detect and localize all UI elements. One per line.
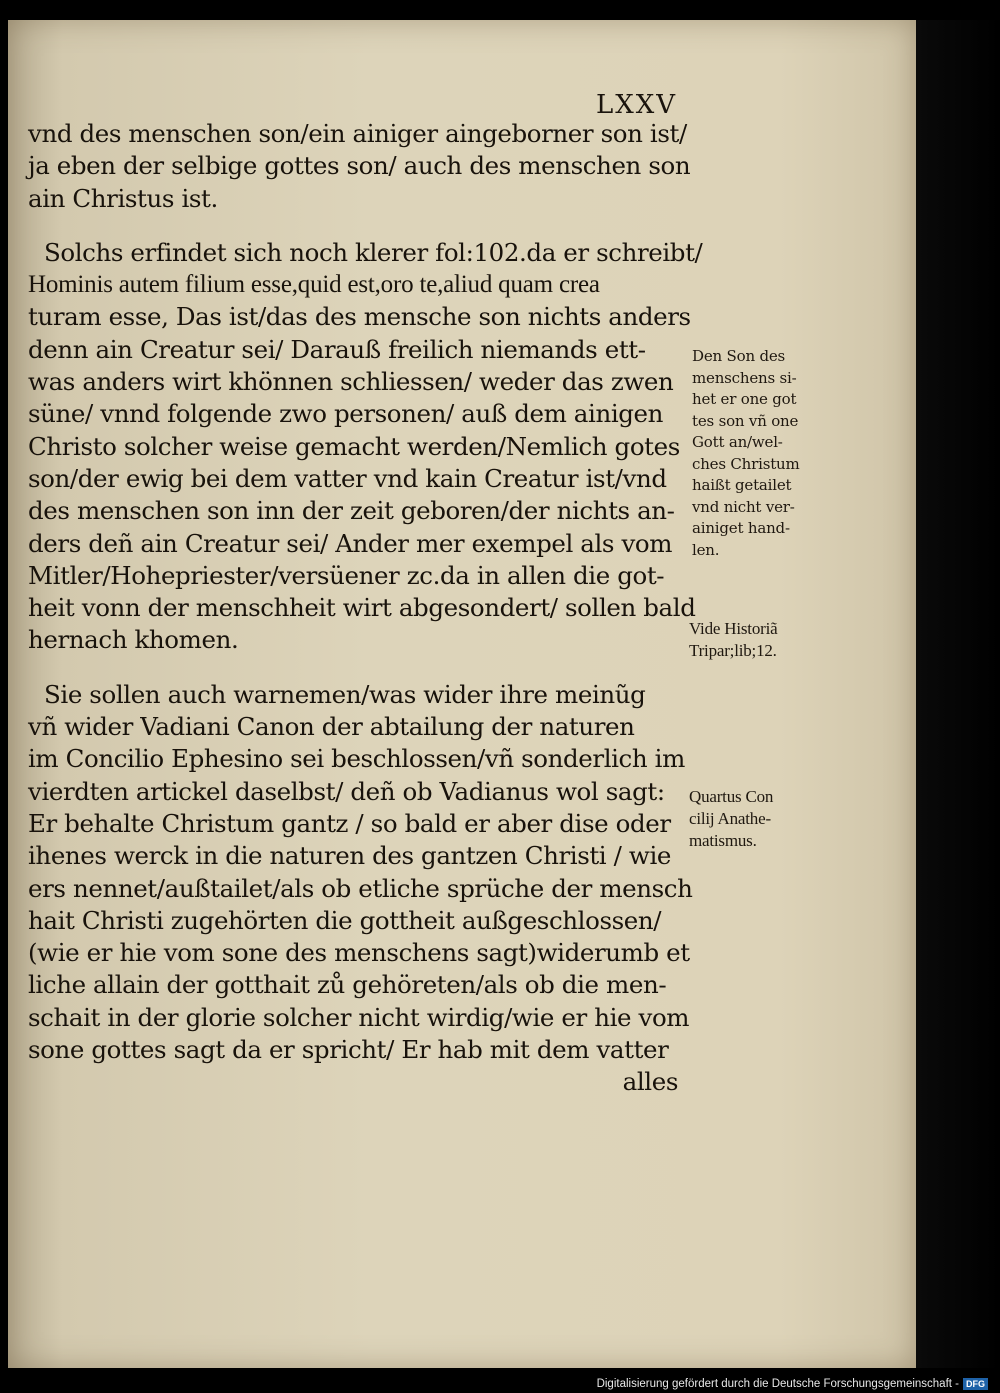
- margin-note-line: menschens si-: [692, 368, 797, 387]
- text-line: Mitler/Hohepriester/versüener zc.da in allen die got-: [28, 560, 665, 590]
- paragraph-gap: [28, 657, 688, 679]
- text-line: son/der ewig bei dem vatter vnd kain Creatur ist/vnd: [28, 463, 667, 493]
- catchword: alles: [622, 1067, 678, 1097]
- text-line: im Concilio Ephesino sei beschlossen/vñ sonderlich im: [28, 744, 685, 774]
- digitization-credit: [597, 1378, 988, 1390]
- scan-border: [916, 20, 1000, 1368]
- text-line: ihenes werck in die naturen des gantzen Christi / wie: [28, 841, 671, 871]
- margin-note-line: tes son vñ one: [692, 411, 799, 430]
- text-line: Hominis autem filium esse,quid est,oro te,aliud quam crea: [28, 271, 600, 299]
- margin-note-line: Den Son des: [692, 347, 786, 365]
- text-line: vierdten artickel daselbst/ deñ ob Vadianus wol sagt:: [28, 776, 665, 806]
- margin-note-line: haißt getailet: [692, 476, 792, 494]
- text-line: vñ wider Vadiani Canon der abtailung der naturen: [28, 712, 635, 742]
- text-line: hernach khomen.: [28, 625, 239, 655]
- text-line: Christo solcher weise gemacht werden/Nemlich gotes: [28, 431, 680, 461]
- text-line: vnd des menschen son/ein ainiger aingeborner son ist/: [28, 119, 687, 148]
- credit-text: Digitalisierung gefördert durch die Deutsche Forschungsgemeinschaft -: [596, 1378, 959, 1390]
- text-line: heit vonn der menschheit wirt abgesondert/ sollen bald: [28, 593, 696, 623]
- text-line: hait Christi zugehörten die gottheit außgeschlossen/: [28, 905, 662, 935]
- text-line: Sie sollen auch warnemen/was wider ihre meinũg: [44, 679, 646, 709]
- text-line: Er behalte Christum gantz / so bald er aber dise oder: [28, 808, 671, 838]
- text-line: ja eben der selbige gottes son/ auch des menschen son: [28, 151, 691, 181]
- margin-note-line: vnd nicht ver-: [692, 497, 795, 516]
- margin-note-line: Vide Historiã: [689, 619, 778, 638]
- text-line: (wie er hie vom sone des menschens sagt)widerumb et: [28, 938, 690, 968]
- text-line: sone gottes sagt da er spricht/ Er hab mit dem vatter: [28, 1035, 669, 1065]
- text-line: schait in der glorie solcher nicht wirdig/wie er hie vom: [28, 1002, 690, 1032]
- margin-note-line: len.: [692, 540, 720, 559]
- margin-note-line: matismus.: [689, 831, 757, 850]
- paragraph-gap: [28, 215, 688, 237]
- text-line: Solchs erfindet sich noch klerer fol:102.da er schreibt/: [44, 237, 703, 267]
- margin-note-1: [692, 346, 832, 561]
- margin-note-line: cilij Anathe-: [689, 809, 771, 828]
- margin-note-line: Quartus Con: [689, 787, 774, 806]
- margin-note-2: [689, 618, 829, 662]
- text-line: süne/ vnnd folgende zwo personen/ auß dem ainigen: [28, 399, 664, 429]
- margin-note-line: het er one got: [692, 390, 797, 408]
- text-line: was anders wirt khönnen schliessen/ weder das zwen: [28, 367, 674, 397]
- text-line: des menschen son inn der zeit geboren/der nichts an-: [28, 496, 675, 526]
- dfg-logo: DFG: [963, 1378, 988, 1390]
- text-line: ain Christus ist.: [28, 183, 218, 213]
- text-line: liche allain der gotthait zů gehöreten/als ob die men-: [28, 970, 667, 1000]
- text-line: denn ain Creatur sei/ Darauß freilich niemands ett-: [28, 334, 646, 364]
- folio-number: LXXV: [596, 90, 678, 120]
- text-line: turam esse, Das ist/das des mensche son nichts anders: [28, 302, 691, 332]
- main-text-block: [28, 118, 703, 1099]
- text-line: ders deñ ain Creatur sei/ Ander mer exempel als vom: [28, 528, 673, 558]
- margin-note-line: ches Christum: [692, 454, 800, 473]
- margin-note-line: Gott an/wel-: [692, 433, 783, 451]
- margin-note-line: ainiget hand-: [692, 519, 790, 537]
- text-line: ers nennet/außtailet/als ob etliche sprüche der mensch: [28, 873, 693, 903]
- margin-note-line: Tripar;lib;12.: [689, 641, 777, 660]
- margin-note-3: [689, 786, 829, 852]
